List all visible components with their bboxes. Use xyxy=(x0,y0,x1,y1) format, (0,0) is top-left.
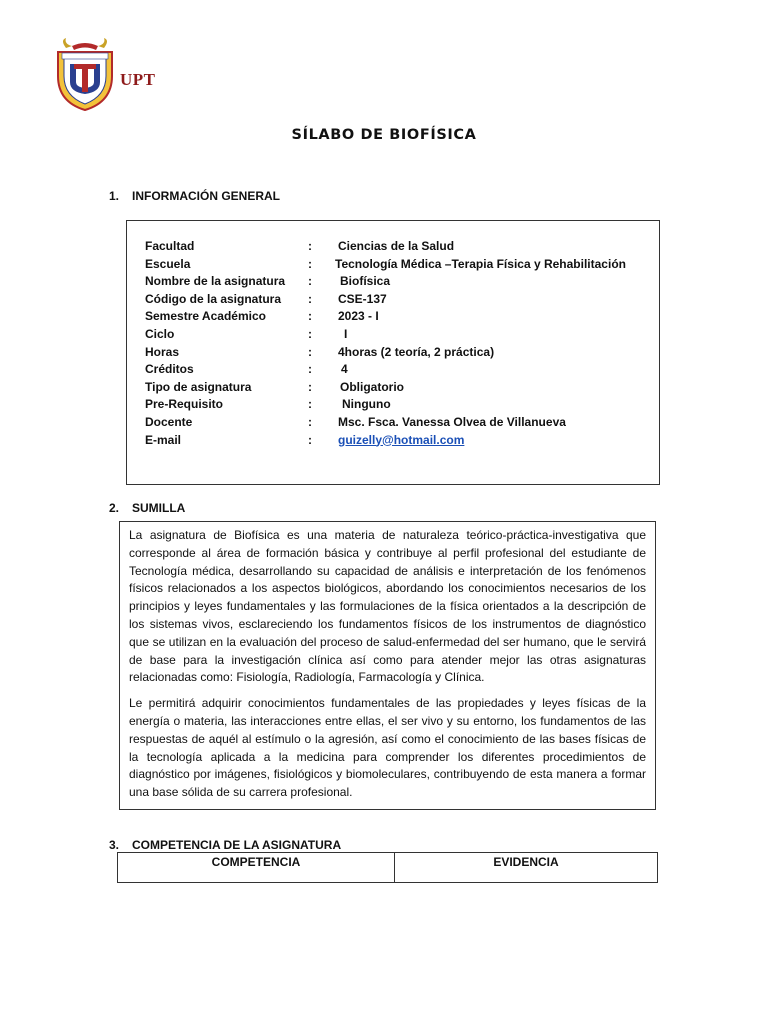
info-colon: : xyxy=(308,291,312,306)
info-value: Msc. Fsca. Vanessa Olvea de Villanueva xyxy=(338,415,566,429)
info-label: Tipo de asignatura xyxy=(145,379,252,394)
email-link[interactable]: guizelly@hotmail.com xyxy=(338,432,465,447)
info-value: Ninguno xyxy=(342,397,391,411)
info-label: E-mail xyxy=(145,432,182,447)
info-label: Código de la asignatura xyxy=(145,291,282,306)
section-label: SUMILLA xyxy=(132,501,186,515)
info-colon: : xyxy=(308,256,312,271)
info-colon: : xyxy=(308,309,312,323)
section-number: 1. xyxy=(109,189,120,203)
info-label: Facultad xyxy=(145,239,195,253)
info-value: I xyxy=(344,327,348,341)
info-colon: : xyxy=(308,397,312,411)
info-colon: : xyxy=(308,415,312,429)
section-label: COMPETENCIA DE LA ASIGNATURA xyxy=(132,838,342,852)
info-colon: : xyxy=(308,432,312,447)
section-heading-sumilla xyxy=(109,501,185,515)
info-colon: : xyxy=(308,344,312,359)
info-value: Obligatorio xyxy=(340,379,404,394)
info-label: Ciclo xyxy=(145,327,175,341)
info-value: 4 xyxy=(341,362,348,376)
section-number: 2. xyxy=(109,501,120,515)
info-colon: : xyxy=(308,379,312,394)
info-colon: : xyxy=(308,327,312,341)
info-label: Horas xyxy=(145,344,180,359)
info-colon: : xyxy=(308,362,312,376)
sumilla-paragraph-2: Le permitirá adquirir conocimientos fundamentales de las propiedades y leyes físicas de la energía o materia, las interacciones entre ellas, el ser vivo y su entorno, los fundamentos de las respuestas de aquél al estímulo o la agresión, así como el conocimiento de las bases físicas de la tecnología aplicada a la medicina para comprender los diferentes procedimientos de diagnóstico por imágenes, fisiológicos y biomoleculares, contribuyendo de esta manera a formar una base sólida de su carrera profesional. xyxy=(129,696,646,800)
info-value: Biofísica xyxy=(340,274,391,288)
info-label: Docente xyxy=(145,415,193,429)
info-value: CSE-137 xyxy=(338,291,387,306)
info-label: Pre-Requisito xyxy=(145,397,224,411)
info-colon: : xyxy=(308,239,312,253)
sumilla-box xyxy=(119,521,656,810)
table-header-evidencia: EVIDENCIA xyxy=(395,853,658,883)
table-header-competencia: COMPETENCIA xyxy=(118,853,395,883)
info-value: 2023 - I xyxy=(338,309,379,323)
info-label: Semestre Académico xyxy=(145,309,266,323)
competencia-table xyxy=(117,852,658,883)
info-label: Escuela xyxy=(145,256,191,271)
section-heading-informacion-general xyxy=(109,189,280,203)
section-number: 3. xyxy=(109,838,120,852)
section-label: INFORMACIÓN GENERAL xyxy=(132,189,280,203)
info-label: Nombre de la asignatura xyxy=(145,274,286,288)
university-acronym: UPT xyxy=(120,70,156,89)
sumilla-paragraph-1: La asignatura de Biofísica es una materia de naturaleza teórico-práctica-investigativa que corresponde al área de formación básica y contribuye al perfil profesional del estudiante de Tecnología médica, desarrollando su capacidad de análisis e interpretación de los fenómenos físicos relacionados a los aspectos biológicos, abordando los conocimientos necesarios de los principios y leyes fundamentales y las formulaciones de la física orientados a la descripción de los sistemas vivos, esclareciendo los fundamentos físicos de los instrumentos de diagnóstico que se utilizan en la evaluación del proceso de salud-enfermedad del ser humano, que le servirá de base para la investigación clínica así como para atender mejor las otras asignaturas relacionadas como: Fisiología, Radiología, Farmacología y Clínica. xyxy=(129,528,646,685)
section-heading-competencia xyxy=(109,838,341,852)
info-value: Tecnología Médica –Terapia Física y Rehabilitación xyxy=(335,256,626,271)
university-logo xyxy=(52,36,118,112)
info-colon: : xyxy=(308,274,312,288)
info-value: 4horas (2 teoría, 2 práctica) xyxy=(338,344,495,359)
info-label: Créditos xyxy=(145,362,194,376)
info-value: Ciencias de la Salud xyxy=(338,239,455,253)
page-title: SÍLABO DE BIOFÍSICA xyxy=(291,127,477,143)
